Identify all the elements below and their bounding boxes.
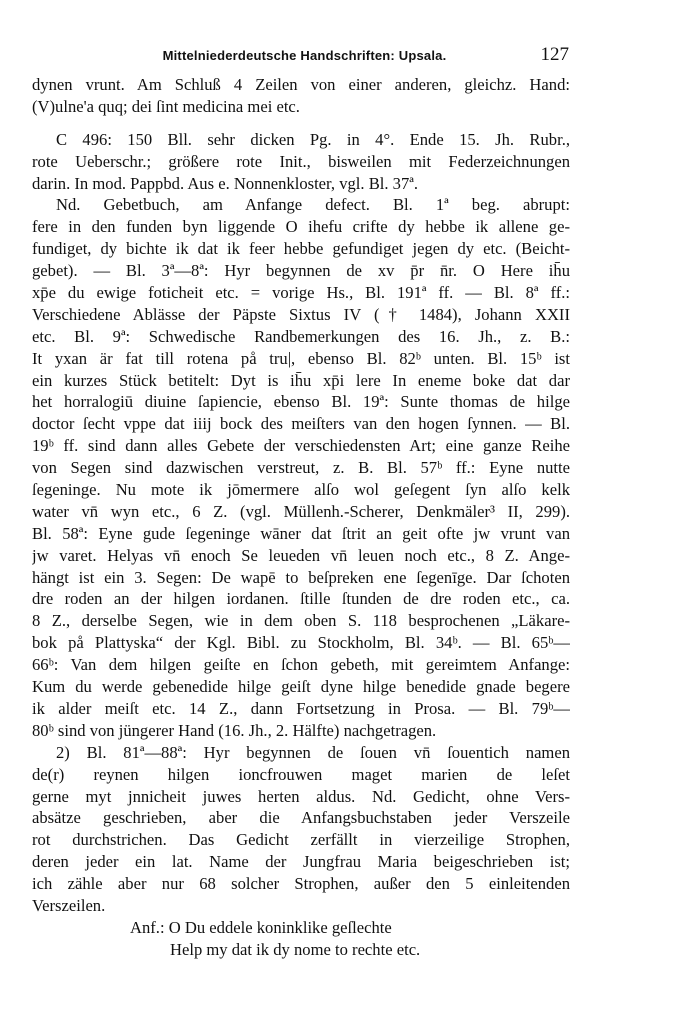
text-line: jw varet. Helyas vn̄ enoch Se leueden vn̄ leuen noch etc., 8 Z. Ange- <box>32 545 570 565</box>
text-line: von Segen sind dazwischen verstreut, z. B. Bl. 57ᵇ ff.: Eyne nutte <box>32 458 570 478</box>
text-line: Verschiedene Ablässe der Päpste Sixtus IV († 1484), Johann XXII <box>32 304 570 324</box>
quote-text: O Du eddele koninklike geſlechte <box>168 917 392 937</box>
text-line: 66ᵇ: Van dem hilgen geiſte en ſchon gebeth, mit gereimtem Anfange: <box>32 655 570 675</box>
quote-label: Anf.: <box>130 917 165 937</box>
body-text <box>32 74 570 961</box>
text-line: Bl. 58ª: Eyne gude ſegeninge wāner dat ſtrit an geit ofte jw vrunt van <box>32 523 570 543</box>
text-line: Verszeilen. <box>32 895 106 915</box>
text-line: xp̄e du ewige foticheit etc. = vorige Hs., Bl. 191ª ff. — Bl. 8ª ff.: <box>32 283 570 303</box>
text-line: dre roden an der hilgen iordanen. ſtille ſtunden de dre roden etc., ca. <box>32 589 570 609</box>
text-line: doctor ſecht vppe dat iiij bock des meiſters van den hogen ſynnen. — Bl. <box>32 414 570 434</box>
text-line: ich zähle aber nur 68 solcher Strophen, außer den 5 einleitenden <box>32 874 570 894</box>
text-line: de(r) reynen hilgen ioncfrouwen maget marien de leſet <box>32 764 570 784</box>
text-line: dynen vrunt. Am Schluß 4 Zeilen von einer anderen, gleichz. Hand: <box>32 75 570 94</box>
text-line: 2) Bl. 81ª—88ª: Hyr begynnen de ſouen vn̄ ſouentich namen <box>56 742 570 762</box>
quote-line <box>130 917 570 939</box>
text-line: deren jeder ein lat. Name der Jungfrau Maria beigeschrieben ist; <box>32 852 570 872</box>
text-line: rot durchstrichen. Das Gedicht zerfällt in vierzeilige Strophen, <box>32 830 570 850</box>
text-line: absätze geschrieben, aber die Anfangsbuchstaben jeder Verszeile <box>32 808 570 828</box>
text-line: darin. In mod. Pappbd. Aus e. Nonnenkloster, vgl. Bl. 37ª. <box>32 173 418 193</box>
incipit-quote <box>32 917 570 961</box>
text-line: etc. Bl. 9ª: Schwedische Randbemerkungen des 16. Jh., z. B.: <box>32 326 570 346</box>
text-line: gebet). — Bl. 3ª—8ª: Hyr begynnen de xv p̄r n̄r. O Here ih̄u <box>32 261 570 281</box>
text-line: fere in den funden byn liggende O ihefu crifte dy hebbe ik allene ge- <box>32 217 570 237</box>
text-line: ik alder meiſt etc. 14 Z., dann Fortsetzung in Prosa. — Bl. 79ᵇ— <box>32 698 570 718</box>
text-line: Nd. Gebetbuch, am Anfange defect. Bl. 1ª beg. abrupt: <box>56 195 570 215</box>
text-line: hängt ist ein 3. Segen: De wapē to beſpreken ene ſegenīge. Dar ſchoten <box>32 567 570 587</box>
text-line: rote Ueberschr.; größere rote Init., bisweilen mit Federzeichnungen <box>32 151 570 171</box>
text-line: 80ᵇ sind von jüngerer Hand (16. Jh., 2. Hälfte) nachgetragen. <box>32 720 437 740</box>
page-number: 127 <box>540 44 569 65</box>
text-line: bok på Plattyska“ der Kgl. Bibl. zu Stockholm, Bl. 34ᵇ. — Bl. 65ᵇ— <box>32 633 570 653</box>
text-line: (V)ulne'a quq; dei ſint medicina mei etc. <box>32 96 300 116</box>
text-line: Kum du werde gebenedide hilge geiſt dyne hilge benedide gnade begere <box>32 677 570 697</box>
text-line: It yxan är fat till rotena på tru|, ebenso Bl. 82ᵇ unten. Bl. 15ᵇ ist <box>32 348 570 368</box>
text-line: ein kurzes Stück betitelt: Dyt is ih̄u xp̄i lere In eneme boke dat dar <box>32 370 570 390</box>
text-line: ſegeninge. Nu mote ik jōmermere alſo wol geſegent ſyn alſo kelk <box>32 480 570 500</box>
text-line: het horralogiū diuine ſapiencie, ebenso Bl. 19ª: Sunte thomas de hilge <box>32 392 570 412</box>
text-line: water vn̄ wyn etc., 6 Z. (vgl. Müllenh.-Scherer, Denkmäler³ II, 299). <box>32 501 570 521</box>
running-title: Mittelniederdeutsche Handschriften: Upsala. <box>162 48 447 63</box>
text-line: C 496: 150 Bll. sehr dicken Pg. in 4°. Ende 15. Jh. Rubr., <box>56 129 570 149</box>
text-line: 19ᵇ ff. sind dann alles Gebete der verschiedensten Art; eine ganze Reihe <box>32 436 570 456</box>
quote-line: Help my dat ik dy nome to rechte etc. <box>170 939 421 959</box>
text-line: gerne myt jnnicheit juwes herten aldus. Nd. Gedicht, ohne Vers- <box>32 786 570 806</box>
text-line: 8 Z., derselbe Segen, wie in dem oben S. 118 besprochenen „Läkare- <box>32 611 570 631</box>
text-line: fundiget, dy bichte ik dat ik feer hebbe gefundiget jegen dy etc. (Beicht- <box>32 239 570 259</box>
